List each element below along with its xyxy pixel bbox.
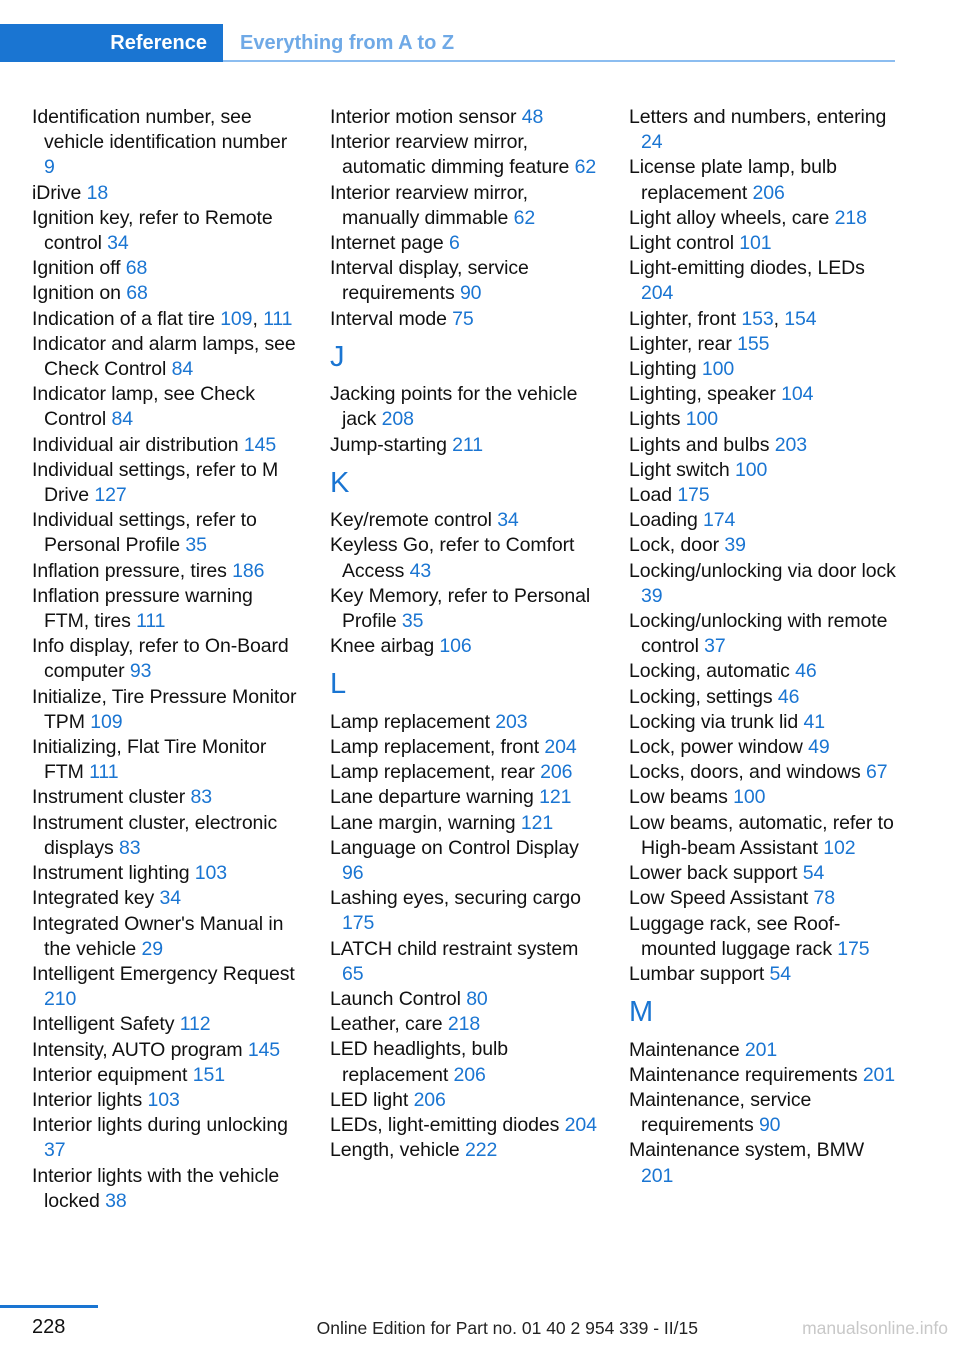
index-entry-term: Indicator lamp, see Check Control [32, 383, 255, 431]
page-reference-link[interactable]: 62 [574, 156, 597, 179]
index-entry-term: Lower back support [629, 862, 798, 885]
index-entry-term: iDrive [32, 181, 82, 204]
index-entry [629, 811, 897, 861]
page-reference-link[interactable]: 153 [741, 307, 774, 330]
index-entry [629, 433, 897, 458]
page-reference-link[interactable]: 208 [381, 408, 414, 431]
index-entry [629, 256, 897, 306]
index-entry [330, 181, 598, 231]
index-entry [32, 508, 300, 558]
page-reference-link[interactable]: 218 [834, 206, 867, 229]
index-entry [32, 886, 300, 911]
page-reference-link[interactable]: 68 [125, 257, 148, 280]
section-title: Reference [110, 31, 207, 54]
index-entry [330, 307, 598, 332]
index-entry: Indication of a flat tire 109, 111 [32, 307, 293, 330]
page-reference-link[interactable]: 84 [171, 358, 194, 381]
index-entry [330, 1138, 598, 1163]
page-reference-link[interactable]: 218 [447, 1013, 481, 1036]
page-reference-link[interactable]: 145 [243, 433, 277, 456]
page-reference-link[interactable]: 100 [685, 408, 719, 431]
subsection-title: Everything from A to Z [240, 31, 455, 54]
page-reference-link[interactable]: 121 [539, 786, 572, 809]
index-letter-heading: J [330, 340, 345, 373]
index-entry-term: Instrument lighting [32, 862, 190, 885]
page-reference-link[interactable]: 34 [497, 509, 519, 532]
index-entry [629, 105, 897, 155]
page-reference-link[interactable]: 203 [774, 433, 808, 456]
page-reference-link[interactable]: 106 [439, 635, 472, 658]
index-entry [32, 559, 300, 584]
index-entry-term: Individual settings, refer to Personal Profile [32, 509, 257, 557]
page-reference-link[interactable]: 154 [784, 307, 817, 330]
page-reference-link[interactable]: 109 [220, 307, 253, 330]
index-entry-term: Loading [629, 509, 698, 532]
index-entry [32, 1088, 300, 1113]
index-entry-term: Lights [629, 408, 681, 431]
index-entry-term: Lumbar support [629, 962, 765, 985]
page-reference-link[interactable]: 103 [194, 862, 228, 885]
page-reference-link[interactable]: 204 [641, 282, 674, 305]
index-entry-term: Lighter, front [629, 307, 737, 330]
index-entry-term: Individual settings, refer to M Drive [32, 458, 279, 507]
index-entry [32, 912, 300, 962]
page-reference-link[interactable]: 34 [159, 887, 182, 910]
index-entry-term: Knee airbag [330, 635, 435, 658]
page-reference-link[interactable]: 186 [232, 559, 265, 582]
page-reference-link[interactable]: 67 [865, 761, 888, 784]
index-entry-term: Key Memory, refer to Personal Profile [330, 584, 591, 633]
index-entry-term: Locking/unlocking via door lock [629, 559, 896, 582]
index-entry-term: Internet page [330, 232, 444, 255]
index-entry-term: Individual air distribution [32, 433, 239, 456]
index-entry [330, 256, 598, 306]
index-entry [629, 357, 897, 382]
page-reference-link[interactable]: 46 [777, 685, 800, 708]
index-entry-term: Load [629, 484, 672, 507]
page-reference-link[interactable]: 24 [641, 131, 663, 154]
index-entry-term: Light-emitting diodes, LEDs [629, 257, 865, 280]
page-reference-link[interactable]: 34 [107, 232, 129, 255]
page-reference-link[interactable]: 210 [44, 988, 77, 1011]
index-entry [629, 886, 897, 911]
index-entry [629, 458, 897, 483]
index-entry [32, 785, 300, 810]
index-entry [32, 1113, 300, 1163]
page-reference-link[interactable]: 151 [192, 1063, 225, 1086]
index-entry-term: Lighter, rear [629, 332, 732, 355]
index-entry-term: Light alloy wheels, care [629, 206, 830, 229]
page-reference-link[interactable]: 41 [803, 710, 825, 733]
page-reference-link[interactable]: 204 [564, 1114, 597, 1137]
page-reference-link[interactable]: 9 [44, 156, 55, 179]
index-column-3 [629, 105, 897, 1189]
index-entry-term: Lane departure warning [330, 786, 534, 809]
page-reference-link[interactable]: 80 [466, 988, 488, 1011]
index-entry [629, 206, 897, 231]
page-reference-link[interactable]: 68 [126, 282, 148, 305]
index-entry [330, 987, 598, 1012]
page-reference-link[interactable]: 54 [769, 962, 792, 985]
index-entry-term: Ignition key, refer to Remote control [32, 206, 273, 255]
index-entry [629, 382, 897, 407]
page-reference-link[interactable]: 155 [737, 332, 770, 355]
index-entry [629, 785, 897, 810]
page-reference-link[interactable]: 46 [795, 660, 817, 683]
index-entry [629, 1088, 897, 1138]
index-entry [330, 886, 598, 936]
index-entry-term: Length, vehicle [330, 1139, 460, 1162]
page-reference-link[interactable]: 100 [735, 458, 768, 481]
index-entry-term: Light control [629, 232, 734, 255]
index-entry [32, 811, 300, 861]
index-entry-term: Key/remote control [330, 509, 492, 532]
index-entry-term: Initialize, Tire Pressure Monitor TPM [32, 685, 297, 733]
index-entry-term: Maintenance system, BMW [629, 1139, 865, 1162]
index-entry [32, 332, 300, 382]
index-entry-term: Interior lights [32, 1088, 143, 1111]
index-entry [629, 155, 897, 205]
index-letter-heading: M [629, 996, 654, 1029]
index-entry-term: Lane margin, warning [330, 811, 516, 834]
page-reference-link[interactable]: 48 [521, 106, 544, 128]
index-entry [629, 407, 897, 432]
index-entry-term: Lashing eyes, securing cargo [330, 887, 581, 910]
page-reference-link[interactable]: 38 [105, 1189, 127, 1212]
index-entry-term: Lights and bulbs [629, 433, 770, 456]
index-column-2 [330, 105, 598, 1163]
page-reference-link[interactable]: 75 [452, 307, 474, 330]
index-entry-term: Launch Control [330, 988, 461, 1011]
page-reference-link[interactable]: 121 [520, 811, 554, 834]
page-reference-link[interactable]: 111 [263, 307, 293, 330]
section-tab [0, 24, 223, 62]
index-entry [330, 811, 598, 836]
index-entry-term: Keyless Go, refer to Comfort Access [330, 534, 575, 582]
index-entry [32, 634, 300, 684]
edition-note: Online Edition for Part no. 01 40 2 954 339 - II/15 [316, 1318, 698, 1338]
index-entry [330, 231, 598, 256]
page-reference-link[interactable]: 37 [44, 1139, 66, 1162]
index-entry-term: Low beams, automatic, refer to High-beam Assistant [629, 811, 894, 859]
page-reference-link[interactable]: 203 [495, 710, 528, 733]
index-entry [330, 1037, 598, 1087]
index-entry [330, 710, 598, 735]
index-entry [32, 1012, 300, 1037]
index-letter-heading: L [330, 668, 347, 701]
index-entry-term: Maintenance [629, 1038, 740, 1061]
index-entry-term: Identification number, see vehicle identification number [32, 106, 288, 154]
index-entry [330, 937, 598, 987]
index-entry-term: Maintenance requirements [629, 1063, 858, 1086]
index-entry [330, 634, 598, 659]
page-reference-link[interactable]: 49 [808, 736, 830, 759]
index-entry [330, 1088, 598, 1113]
index-entry [629, 1063, 897, 1088]
page-reference-link[interactable]: 111 [89, 761, 119, 784]
page-reference-link[interactable]: 175 [837, 937, 870, 960]
page-reference-link[interactable]: 78 [813, 887, 835, 910]
page-reference-link[interactable]: 175 [342, 912, 375, 935]
page-reference-link[interactable]: 206 [453, 1063, 486, 1086]
index-entry-term: Locking, automatic [629, 660, 790, 683]
page-reference-link[interactable]: 35 [401, 610, 424, 633]
page-reference-link[interactable]: 83 [118, 836, 141, 859]
page-reference-link[interactable]: 112 [179, 1013, 211, 1036]
index-entry [629, 861, 897, 886]
page-reference-link[interactable]: 93 [129, 660, 152, 683]
index-entry [629, 735, 897, 760]
index-entry-term: Light switch [629, 458, 730, 481]
index-entry [330, 735, 598, 760]
page-reference-link[interactable]: 111 [136, 610, 166, 633]
index-entry-term: Leather, care [330, 1013, 443, 1036]
page-reference-link[interactable]: 145 [247, 1038, 281, 1061]
index-entry-term: License plate lamp, bulb replacement [629, 156, 837, 204]
index-entry-term: Lamp replacement, rear [330, 761, 535, 784]
index-entry-term: Language on Control Display [330, 836, 579, 859]
page-reference-link[interactable]: 37 [704, 635, 726, 658]
index-entry-term: Interval mode [330, 307, 447, 330]
index-entry-term: Lighting, speaker [629, 383, 776, 406]
index-entry-term: Lock, power window [629, 736, 803, 759]
index-entry-term: Info display, refer to On-Board computer [32, 635, 289, 683]
page-header [0, 24, 895, 62]
page-reference-link[interactable]: 101 [739, 232, 772, 255]
page-reference-link[interactable]: 201 [744, 1038, 778, 1061]
index-entry-term: Integrated Owner's Manual in the vehicle [32, 912, 284, 960]
index-column-1 [32, 105, 300, 1214]
page-reference-link[interactable]: 65 [342, 962, 364, 985]
index-entry [330, 785, 598, 810]
page-reference-link[interactable]: 127 [94, 484, 127, 507]
page-reference-link[interactable]: 206 [540, 761, 573, 784]
page-reference-link[interactable]: 6 [448, 232, 460, 255]
page-reference-link[interactable]: 104 [781, 383, 814, 406]
index-entry [32, 458, 300, 508]
index-entry-term: Inflation pressure warning FTM, tires [32, 584, 253, 633]
index-entry [330, 130, 598, 180]
index-entry [629, 483, 897, 508]
index-entry [629, 231, 897, 256]
index-entry [330, 433, 598, 458]
index-entry-term: Interior lights with the vehicle locked [32, 1164, 280, 1212]
index-entry-term: Instrument cluster [32, 786, 186, 809]
index-entry [32, 1063, 300, 1088]
index-entry [32, 735, 300, 785]
index-entry [32, 382, 300, 432]
page-reference-link[interactable]: 201 [641, 1164, 674, 1187]
page-reference-link[interactable]: 54 [802, 862, 825, 885]
index-entry-term: Interior lights during unlocking [32, 1114, 288, 1137]
index-entry-term: Interval display, service requirements [330, 257, 529, 305]
index-entry-term: Lock, door [629, 534, 720, 557]
index-entry [32, 256, 300, 281]
watermark: manualsonline.info [802, 1318, 948, 1338]
page-reference-link[interactable]: 100 [733, 786, 766, 809]
index-entry-term: Intelligent Emergency Request [32, 962, 295, 985]
index-entry [330, 105, 598, 130]
index-entry [330, 1012, 598, 1037]
index-entry-term: Instrument cluster, electronic displays [32, 811, 278, 859]
index-entry [629, 508, 897, 533]
index-entry-term: Letters and numbers, entering [629, 106, 887, 128]
index-entry-term: LATCH child restraint system [330, 937, 579, 960]
page-reference-link[interactable]: 201 [862, 1063, 896, 1086]
index-entry [330, 1113, 598, 1138]
index-entry-term: Locking via trunk lid [629, 710, 799, 733]
index-entry [330, 760, 598, 785]
index-entry-term: LED light [330, 1088, 409, 1111]
index-entry [629, 1038, 897, 1063]
index-entry [330, 836, 598, 886]
index-entry [32, 433, 300, 458]
page-reference-link[interactable]: 83 [190, 786, 212, 809]
page-reference-link[interactable]: 102 [823, 836, 856, 859]
page-reference-link[interactable]: 62 [513, 206, 536, 229]
index-entry [32, 181, 300, 206]
index-entry-term: Indicator and alarm lamps, see Check Control [32, 332, 296, 381]
index-entry [629, 559, 897, 609]
index-entry-term: Lamp replacement [330, 710, 490, 733]
index-entry [32, 962, 300, 1012]
page-reference-link[interactable]: 43 [409, 559, 432, 582]
header-rule [223, 60, 895, 62]
index-entry [32, 685, 300, 735]
page-reference-link[interactable]: 39 [724, 534, 746, 557]
page-reference-link[interactable]: 109 [90, 710, 123, 733]
index-entry-term: Lighting [629, 358, 697, 381]
index-entry-term: LED headlights, bulb replacement [330, 1038, 508, 1086]
page-reference-link[interactable]: 206 [752, 181, 785, 204]
page-reference-link[interactable]: 222 [465, 1139, 498, 1162]
index-entry-term: Ignition off [32, 257, 121, 280]
index-entry [330, 533, 598, 583]
index-entry-term: Intensity, AUTO program [32, 1038, 243, 1061]
index-entry [629, 962, 897, 987]
index-entry-term: Locking/unlocking with remote control [629, 610, 888, 658]
index-letter-heading: K [330, 466, 350, 499]
index-entry [629, 332, 897, 357]
index-entry [629, 659, 897, 684]
index-entry-term: Low beams [629, 786, 728, 809]
index-entry-term: Integrated key [32, 887, 155, 910]
page-reference-link[interactable]: 175 [677, 484, 710, 507]
index-entry [629, 1138, 897, 1188]
index-entry-term: Maintenance, service requirements [629, 1088, 812, 1137]
index-entry [629, 533, 897, 558]
index-entry-term: Ignition on [32, 282, 121, 305]
page-reference-link[interactable]: 84 [111, 408, 133, 431]
index-entry [32, 206, 300, 256]
index-entry-term: Luggage rack, see Roof-mounted luggage rack [629, 912, 841, 960]
index-entry-term: Interior rearview mirror, automatic dimming feature [330, 131, 570, 179]
page-reference-link[interactable]: 96 [342, 862, 364, 885]
index-entry-term: Inflation pressure, tires [32, 559, 227, 582]
page-reference-link[interactable]: 39 [641, 584, 663, 607]
index-entry-term: Jump-starting [330, 433, 447, 456]
index-entry-term: Lamp replacement, front [330, 736, 540, 759]
page-reference-link[interactable]: 204 [544, 736, 577, 759]
index-entry [330, 508, 598, 533]
index-entry-term: Intelligent Safety [32, 1013, 175, 1036]
page-reference-link[interactable]: 174 [703, 509, 736, 532]
page-reference-link[interactable]: 90 [459, 282, 482, 305]
page-reference-link[interactable]: 100 [701, 358, 735, 381]
index-entry-term: Jacking points for the vehicle jack [330, 383, 578, 431]
index-entry-term: Interior motion sensor [330, 106, 517, 128]
index-entry [629, 760, 897, 785]
page-reference-link[interactable]: 206 [413, 1088, 446, 1111]
page-reference-link[interactable]: 35 [185, 534, 207, 557]
index-entry [629, 609, 897, 659]
index-entry [330, 584, 598, 634]
footer-rule [0, 1305, 98, 1308]
page-reference-link[interactable]: 29 [141, 937, 163, 960]
index-entry [32, 1164, 300, 1214]
page-reference-link[interactable]: 103 [147, 1088, 180, 1111]
index-entry-term: Indication of a flat tire [32, 307, 215, 330]
index-entry-term: Interior equipment [32, 1063, 188, 1086]
index-entry: Lighter, front 153, 154 [629, 307, 817, 330]
page-reference-link[interactable]: 90 [758, 1114, 781, 1137]
index-entry-term: Interior rearview mirror, manually dimmable [330, 181, 528, 229]
index-entry [629, 685, 897, 710]
index-entry-term: Initializing, Flat Tire Monitor FTM [32, 736, 267, 784]
index-entry [330, 382, 598, 432]
index-entry [32, 861, 300, 886]
page-reference-link[interactable]: 18 [86, 181, 109, 204]
index-entry [32, 584, 300, 634]
index-entry [629, 912, 897, 962]
index-entry-term: Locking, settings [629, 685, 773, 708]
index-entry [32, 105, 300, 181]
page-number: 228 [32, 1316, 66, 1338]
index-entry-term: Low Speed Assistant [629, 887, 809, 910]
index-entry-term: LEDs, light-emitting diodes [330, 1114, 560, 1137]
index-entry [32, 281, 300, 306]
index-entry [32, 1038, 300, 1063]
page-reference-link[interactable]: 211 [452, 433, 483, 456]
index-entry [629, 710, 897, 735]
index-entry-term: Locks, doors, and windows [629, 761, 861, 784]
